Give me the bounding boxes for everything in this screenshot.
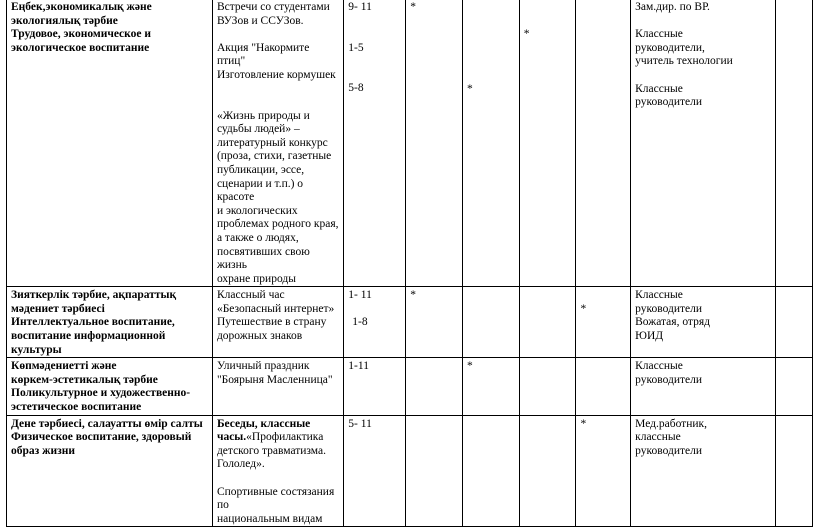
- empty-cell: [776, 287, 813, 358]
- mark: *: [410, 289, 417, 302]
- events-cell: Беседы, классные часы.«Профилактика детского травматизма. Гололед». Спортивные состязания по национальным видам: [212, 415, 343, 527]
- month-cell: [519, 0, 576, 287]
- classes-cell: 1- 11 1-8: [344, 287, 406, 358]
- events-cell: Классный час «Безопасный интернет» Путешествие в страну дорожных знаков: [212, 287, 343, 358]
- month-cell: [463, 415, 520, 527]
- classes-cell: 5- 11: [344, 415, 406, 527]
- month-cell: [406, 415, 463, 527]
- table-row: [7, 0, 813, 287]
- month-cell: [576, 0, 631, 287]
- responsible-cell: Зам.дир. по ВР. Классные руководители, учитель технологии Классные руководители: [631, 0, 776, 287]
- mark: *: [467, 360, 473, 373]
- mark: *: [467, 82, 473, 95]
- events-cell: Уличный праздник "Боярыня Масленница": [212, 358, 343, 415]
- mark: *: [523, 28, 530, 41]
- events-cell: Встречи со студентами ВУЗов и ССУЗов. Акция "Накормите птиц" Изготовление кормушек «Жизнь природы и судьбы людей» – литературный конкурс (проза, стихи, газетные публикации, эссе, сценарии и т.п.) о красоте и экологических проблемах родного края, а также о людях, посвятивших свою жизнь охране природы: [212, 0, 343, 287]
- responsible-cell: Классные руководители Вожатая, отряд ЮИД: [631, 287, 776, 358]
- classes-cell: 9- 11 1-5 5-8: [344, 0, 406, 287]
- empty-cell: [776, 0, 813, 287]
- mark: *: [410, 1, 417, 13]
- month-cell: [406, 287, 463, 358]
- table-row: [7, 287, 813, 358]
- mark: *: [580, 417, 587, 430]
- empty-cell: [776, 415, 813, 527]
- month-cell: [576, 287, 631, 358]
- responsible-cell: Классные руководители: [631, 358, 776, 415]
- month-cell: [576, 415, 631, 527]
- empty-cell: [776, 358, 813, 415]
- month-cell: [463, 0, 520, 287]
- month-cell: [463, 358, 520, 415]
- month-cell: [576, 358, 631, 415]
- mark: *: [580, 302, 587, 315]
- direction-cell: Еңбек,экономикалық және экологиялық тәрбие Трудовое, экономическое и экологическое воспитание: [7, 0, 213, 287]
- direction-cell: Дене тәрбиесі, салауатты өмір салты Физическое воспитание, здоровый образ жизни: [7, 415, 213, 527]
- month-cell: [519, 358, 576, 415]
- direction-cell: Көпмәдениетті және көркем-эстетикалық тәрбие Поликультурное и художественно- эстетическое воспитание: [7, 358, 213, 415]
- responsible-cell: Мед.работник, классные руководители: [631, 415, 776, 527]
- month-cell: [519, 287, 576, 358]
- month-cell: [463, 287, 520, 358]
- classes-cell: 1-11: [344, 358, 406, 415]
- table-row: [7, 358, 813, 415]
- month-cell: [406, 358, 463, 415]
- month-cell: [519, 415, 576, 527]
- table-row: [7, 415, 813, 527]
- month-cell: [406, 0, 463, 287]
- plan-table: [6, 0, 813, 527]
- direction-cell: Зияткерлік тәрбие, ақпараттық мәдениет тәрбиесі Интеллектуальное воспитание, воспитание информационной культуры: [7, 287, 213, 358]
